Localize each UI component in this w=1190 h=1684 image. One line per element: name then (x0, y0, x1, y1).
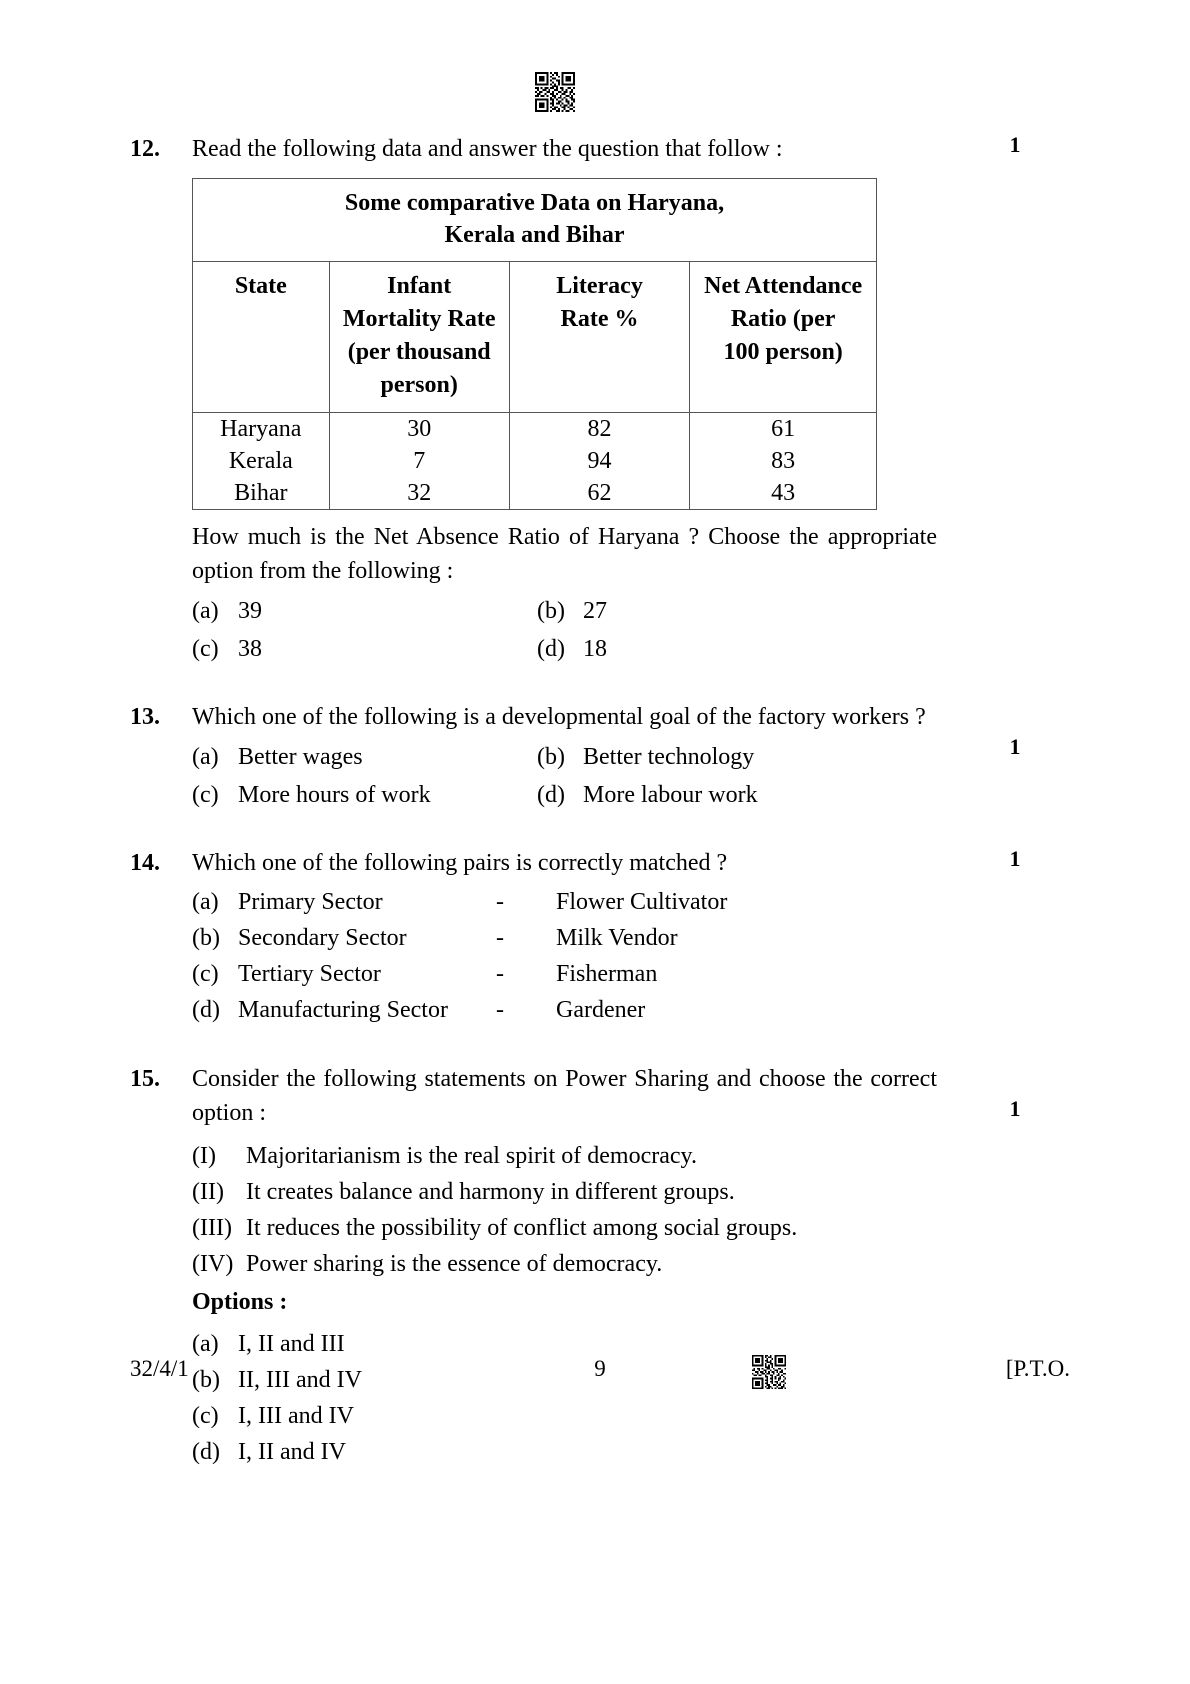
option-d[interactable] (537, 632, 882, 666)
statement-i (192, 1138, 1030, 1174)
question-13-stem: Which one of the following is a developmental goal of the factory workers ? (192, 704, 926, 730)
option-b-dash: - (496, 925, 504, 951)
statement-iv-text: Power sharing is the essence of democracy. (246, 1251, 663, 1277)
cell-nar: 43 (690, 477, 877, 510)
page-number: 9 (594, 1356, 606, 1381)
option-b-label: (b) (192, 1367, 220, 1393)
table-title-line-2: Kerala and Bihar (444, 222, 625, 248)
table-title (193, 179, 877, 262)
option-c[interactable] (192, 632, 537, 666)
question-14-number: 14. (130, 850, 160, 876)
statement-ii-text: It creates balance and harmony in different groups. (246, 1179, 735, 1205)
question-12-options (192, 594, 937, 666)
option-d-label: (d) (192, 997, 220, 1023)
cell-imr: 7 (329, 445, 509, 477)
imr-line-3: (per thousand (347, 339, 491, 365)
question-15-marks: 1 (1009, 1096, 1021, 1121)
table-header-net-attendance-ratio (690, 262, 877, 413)
option-a[interactable] (192, 740, 537, 774)
question-14 (130, 846, 1030, 1028)
option-d[interactable] (537, 778, 882, 812)
statement-i-text: Majoritarianism is the real spirit of democracy. (246, 1143, 697, 1169)
option-a-right: Flower Cultivator (556, 889, 728, 915)
option-b[interactable] (537, 740, 882, 774)
option-c-label: (c) (192, 961, 219, 987)
table-row (193, 445, 877, 477)
option-d-text: I, II and IV (238, 1439, 346, 1465)
cell-imr: 32 (329, 477, 509, 510)
option-d-label: (d) (537, 782, 565, 808)
page-footer (130, 1352, 1070, 1394)
qr-code-icon (535, 72, 575, 112)
option-c-text: I, III and IV (238, 1403, 354, 1429)
statement-i-label: (I) (192, 1143, 216, 1169)
option-b-text: II, III and IV (238, 1367, 362, 1393)
question-13-options (192, 740, 937, 812)
table-row (193, 477, 877, 510)
question-15-options (192, 1326, 1030, 1470)
option-a-dash: - (496, 889, 504, 915)
cell-imr: 30 (329, 413, 509, 446)
question-15-stem: Consider the following statements on Power Sharing and choose the correct option : (192, 1066, 937, 1126)
option-a-text: I, II and III (238, 1331, 345, 1357)
question-14-options (192, 884, 1030, 1028)
statement-iii (192, 1210, 1030, 1246)
option-c-right: Fisherman (556, 961, 658, 987)
question-12-stem: Read the following data and answer the question that follow : (192, 136, 783, 162)
option-b[interactable] (192, 920, 1030, 956)
option-a[interactable] (192, 884, 1030, 920)
option-a-label: (a) (192, 889, 219, 915)
option-c-label: (c) (192, 782, 219, 808)
question-12-number: 12. (130, 136, 160, 162)
nar-line-3: 100 person) (723, 339, 843, 365)
comparative-data-table (192, 178, 877, 510)
option-c-label: (c) (192, 1403, 219, 1429)
question-14-stem: Which one of the following pairs is correctly matched ? (192, 850, 728, 876)
question-12-sub-stem: How much is the Net Absence Ratio of Haryana ? Choose the appropriate option from the following : (192, 524, 937, 584)
option-b-text: 27 (583, 598, 607, 624)
option-b-label: (b) (192, 925, 220, 951)
option-c-label: (c) (192, 636, 219, 662)
option-a-text: Better wages (238, 744, 363, 770)
option-d[interactable] (192, 1434, 1030, 1470)
imr-line-1: Infant (387, 273, 452, 299)
question-15 (130, 1062, 1030, 1470)
question-13-marks: 1 (1009, 734, 1021, 759)
option-c-dash: - (496, 961, 504, 987)
options-heading: Options : (192, 1289, 288, 1315)
table-title-line-1: Some comparative Data on Haryana, (344, 190, 725, 216)
cell-literacy: 62 (509, 477, 690, 510)
cell-literacy: 94 (509, 445, 690, 477)
option-a-label: (a) (192, 1331, 219, 1357)
nar-line-1: Net Attendance (704, 273, 863, 299)
statement-ii-label: (II) (192, 1179, 224, 1205)
cell-nar: 83 (690, 445, 877, 477)
imr-line-4: person) (380, 372, 458, 398)
table-title-row (193, 179, 877, 262)
option-b-right: Milk Vendor (556, 925, 678, 951)
option-c[interactable] (192, 956, 1030, 992)
option-d-dash: - (496, 997, 504, 1023)
cell-nar: 61 (690, 413, 877, 446)
table-header-state (193, 262, 330, 413)
paper-code: 32/4/1 (130, 1356, 189, 1381)
option-d-text: More labour work (583, 782, 758, 808)
question-12-marks: 1 (1009, 132, 1021, 157)
option-c[interactable] (192, 1398, 1030, 1434)
question-14-marks: 1 (1009, 846, 1021, 871)
option-d-left: Manufacturing Sector (238, 997, 448, 1023)
cell-state: Bihar (193, 477, 330, 510)
cell-state: Haryana (193, 413, 330, 446)
question-12 (130, 132, 1030, 666)
cell-literacy: 82 (509, 413, 690, 446)
nar-line-2: Ratio (per (730, 306, 836, 332)
option-a-left: Primary Sector (238, 889, 383, 915)
lit-line-1: Literacy (556, 273, 643, 299)
table-header-row (193, 262, 877, 413)
question-15-statements (192, 1138, 1030, 1282)
option-b-label: (b) (537, 744, 565, 770)
option-d[interactable] (192, 992, 1030, 1028)
statement-iii-text: It reduces the possibility of conflict among social groups. (246, 1215, 798, 1241)
option-b[interactable] (537, 594, 882, 628)
table-row (193, 413, 877, 446)
table-header-infant-mortality-rate (329, 262, 509, 413)
cell-state: Kerala (193, 445, 330, 477)
statement-iv (192, 1246, 1030, 1282)
option-d-right: Gardener (556, 997, 646, 1023)
option-b-left: Secondary Sector (238, 925, 407, 951)
option-c-left: Tertiary Sector (238, 961, 381, 987)
option-a-text: 39 (238, 598, 262, 624)
option-b-label: (b) (537, 598, 565, 624)
option-d-label: (d) (192, 1439, 220, 1465)
question-13 (130, 700, 1030, 812)
table-header-state-line-1: State (234, 273, 287, 299)
question-13-number: 13. (130, 704, 160, 730)
imr-line-2: Mortality Rate (342, 306, 496, 332)
statement-ii (192, 1174, 1030, 1210)
statement-iii-label: (III) (192, 1215, 232, 1241)
option-b-text: Better technology (583, 744, 755, 770)
question-15-number: 15. (130, 1066, 160, 1092)
statement-iv-label: (IV) (192, 1251, 234, 1277)
questions-container (130, 132, 1030, 1470)
option-c-text: More hours of work (238, 782, 431, 808)
option-a-label: (a) (192, 598, 219, 624)
option-a[interactable] (192, 594, 537, 628)
lit-line-2: Rate % (560, 306, 639, 332)
option-d-label: (d) (537, 636, 565, 662)
pto-marker: [P.T.O. (1005, 1356, 1070, 1381)
table-header-literacy-rate (509, 262, 690, 413)
comparative-data-table-wrapper (192, 178, 877, 510)
option-d-text: 18 (583, 636, 607, 662)
option-a-label: (a) (192, 744, 219, 770)
option-c-text: 38 (238, 636, 262, 662)
option-c[interactable] (192, 778, 537, 812)
